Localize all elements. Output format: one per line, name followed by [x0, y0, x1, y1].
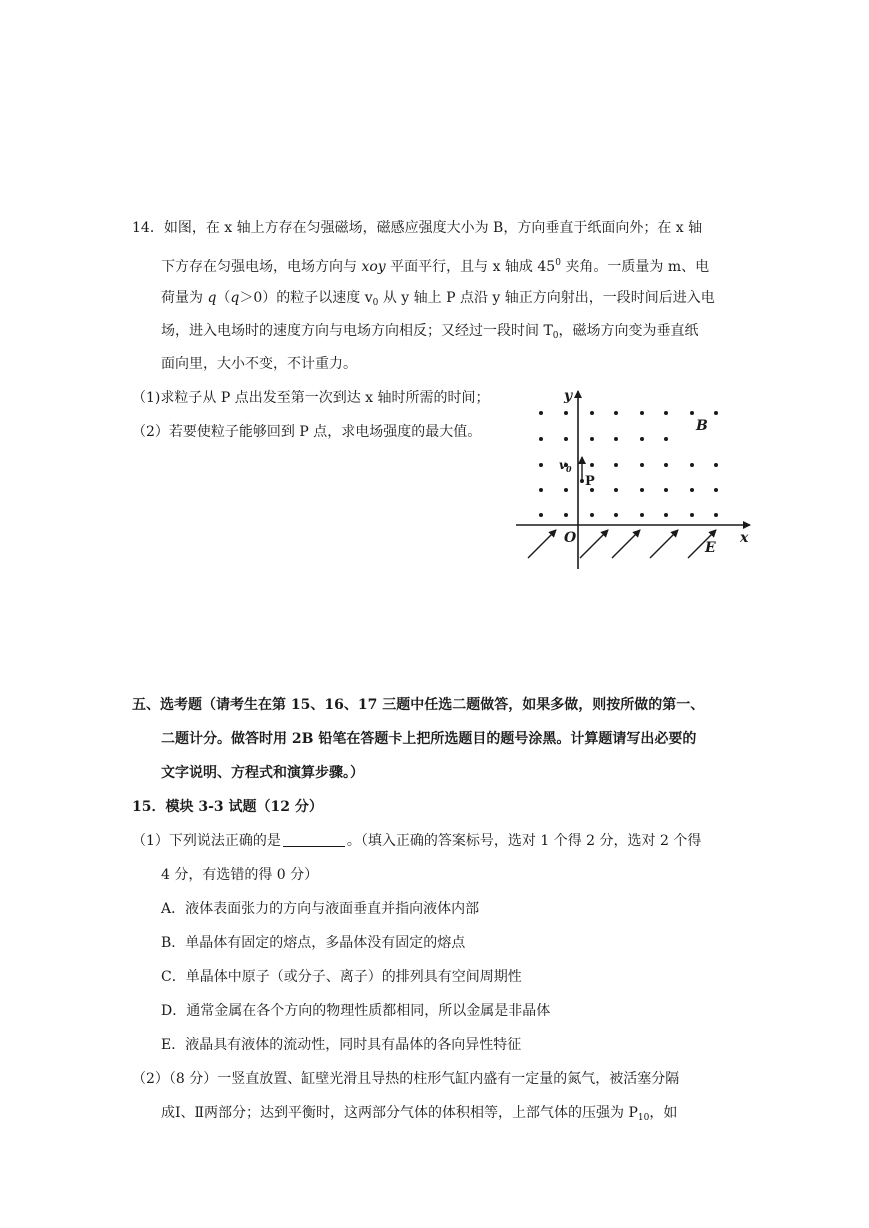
- e-label: E: [705, 540, 716, 556]
- field-diagram: [508, 383, 758, 573]
- v-label-text: v: [559, 458, 566, 472]
- q14-line-3: [161, 288, 715, 313]
- q15-sub1-text-a: （1）下列说法正确的是: [132, 833, 281, 849]
- answer-blank[interactable]: [283, 832, 345, 847]
- q15-sub2-line-1: （2）（8 分）一竖直放置、缸壁光滑且导热的柱形气缸内盛有一定量的氮气，被活塞分隔: [132, 1071, 680, 1087]
- q14-charge-var: q: [207, 290, 217, 306]
- q15-sub1-line-1: [132, 831, 701, 851]
- q15-sub1-text-b: 。（填入正确的答案标号，选对 1 个得 2 分，选对 2 个得: [346, 833, 702, 849]
- q14-line-2: [161, 253, 709, 277]
- x-axis-label: x: [740, 530, 749, 546]
- q14-line-4-text-b: ，磁场方向变为垂直纸: [558, 323, 699, 339]
- q15-option-d: D．通常金属在各个方向的物理性质都相同，所以金属是非晶体: [161, 1003, 551, 1019]
- q14-part-1: （1)求粒子从 P 点出发至第一次到达 x 轴时所需的时间；: [132, 390, 490, 406]
- section5-line-2: 二题计分。做答时用 2B 铅笔在答题卡上把所选题目的题号涂黑。计算题请写出必要的: [161, 731, 697, 747]
- q15-sub2-line-2: [161, 1103, 677, 1128]
- b-label: B: [696, 418, 708, 434]
- q14-line-5: 面向里，大小不变，不计重力。: [161, 356, 357, 372]
- y-axis-label: y: [564, 388, 573, 404]
- q14-charge-var-2: q: [230, 290, 240, 306]
- q14-line-2-text-c: 夹角。一质量为 m、电: [560, 259, 710, 275]
- section5-line-3: 文字说明、方程式和演算步骤。）: [161, 765, 364, 781]
- q15-sub2-text-a: 成Ⅰ、Ⅱ两部分；达到平衡时，这两部分气体的体积相等，上部气体的压强为 P: [161, 1105, 638, 1121]
- section5-line-1: 五、选考题（请考生在第 15、16、17 三题中任选二题做答，如果多做，则按所做的第一、: [132, 697, 705, 713]
- q14-line-3-text-d: 从 y 轴上 P 点沿 y 轴正方向射出，一段时间后进入电: [378, 290, 715, 306]
- q14-line-3-text-c: ＞0）的粒子以速度 v: [239, 290, 373, 306]
- q14-line-4-text-a: 场，进入电场时的速度方向与电场方向相反；又经过一段时间 T: [161, 323, 553, 339]
- v-label-sub: 0: [565, 464, 572, 474]
- q14-line-3-text-b: （: [216, 290, 231, 306]
- q14-plane-var: xoy: [361, 259, 386, 275]
- q14-line-2-text-b: 平面平行，且与 x 轴成 45: [385, 259, 556, 275]
- q15-option-a: A．液体表面张力的方向与液面垂直并指向液体内部: [161, 901, 480, 917]
- q15-option-b: B．单晶体有固定的熔点，多晶体没有固定的熔点: [161, 935, 466, 951]
- v0-label: [559, 458, 572, 474]
- origin-label: O: [564, 530, 577, 546]
- q15-pressure-sub: 10: [637, 1113, 650, 1123]
- q14-degree-sup: 0: [555, 258, 561, 268]
- electric-field-arrows: [528, 530, 716, 558]
- q14-line-4: [161, 321, 699, 346]
- q15-option-e: E．液晶具有液体的流动性，同时具有晶体的各向异性特征: [161, 1037, 522, 1053]
- q14-line-3-text-a: 荷量为: [161, 290, 208, 306]
- point-p-marker: [580, 479, 584, 483]
- q14-line-2-text-a: 下方存在匀强电场，电场方向与: [161, 259, 362, 275]
- q15-title: 15．模块 3-3 试题（12 分）: [132, 799, 323, 815]
- q15-sub1-line-2: 4 分，有选错的得 0 分）: [161, 867, 319, 883]
- p-label: P: [585, 474, 595, 489]
- q15-sub2-text-c: ，如: [649, 1105, 678, 1121]
- q15-option-c: C．单晶体中原子（或分子、离子）的排列具有空间周期性: [161, 969, 522, 985]
- q14-part-2: （2）若要使粒子能够回到 P 点，求电场强度的最大值。: [132, 424, 482, 440]
- q14-v-sub: 0: [372, 298, 379, 308]
- q14-line-1: 14．如图，在 x 轴上方存在匀强磁场，磁感应强度大小为 B，方向垂直于纸面向外；在 x 轴: [132, 220, 703, 236]
- q14-t-sub: 0: [552, 331, 559, 341]
